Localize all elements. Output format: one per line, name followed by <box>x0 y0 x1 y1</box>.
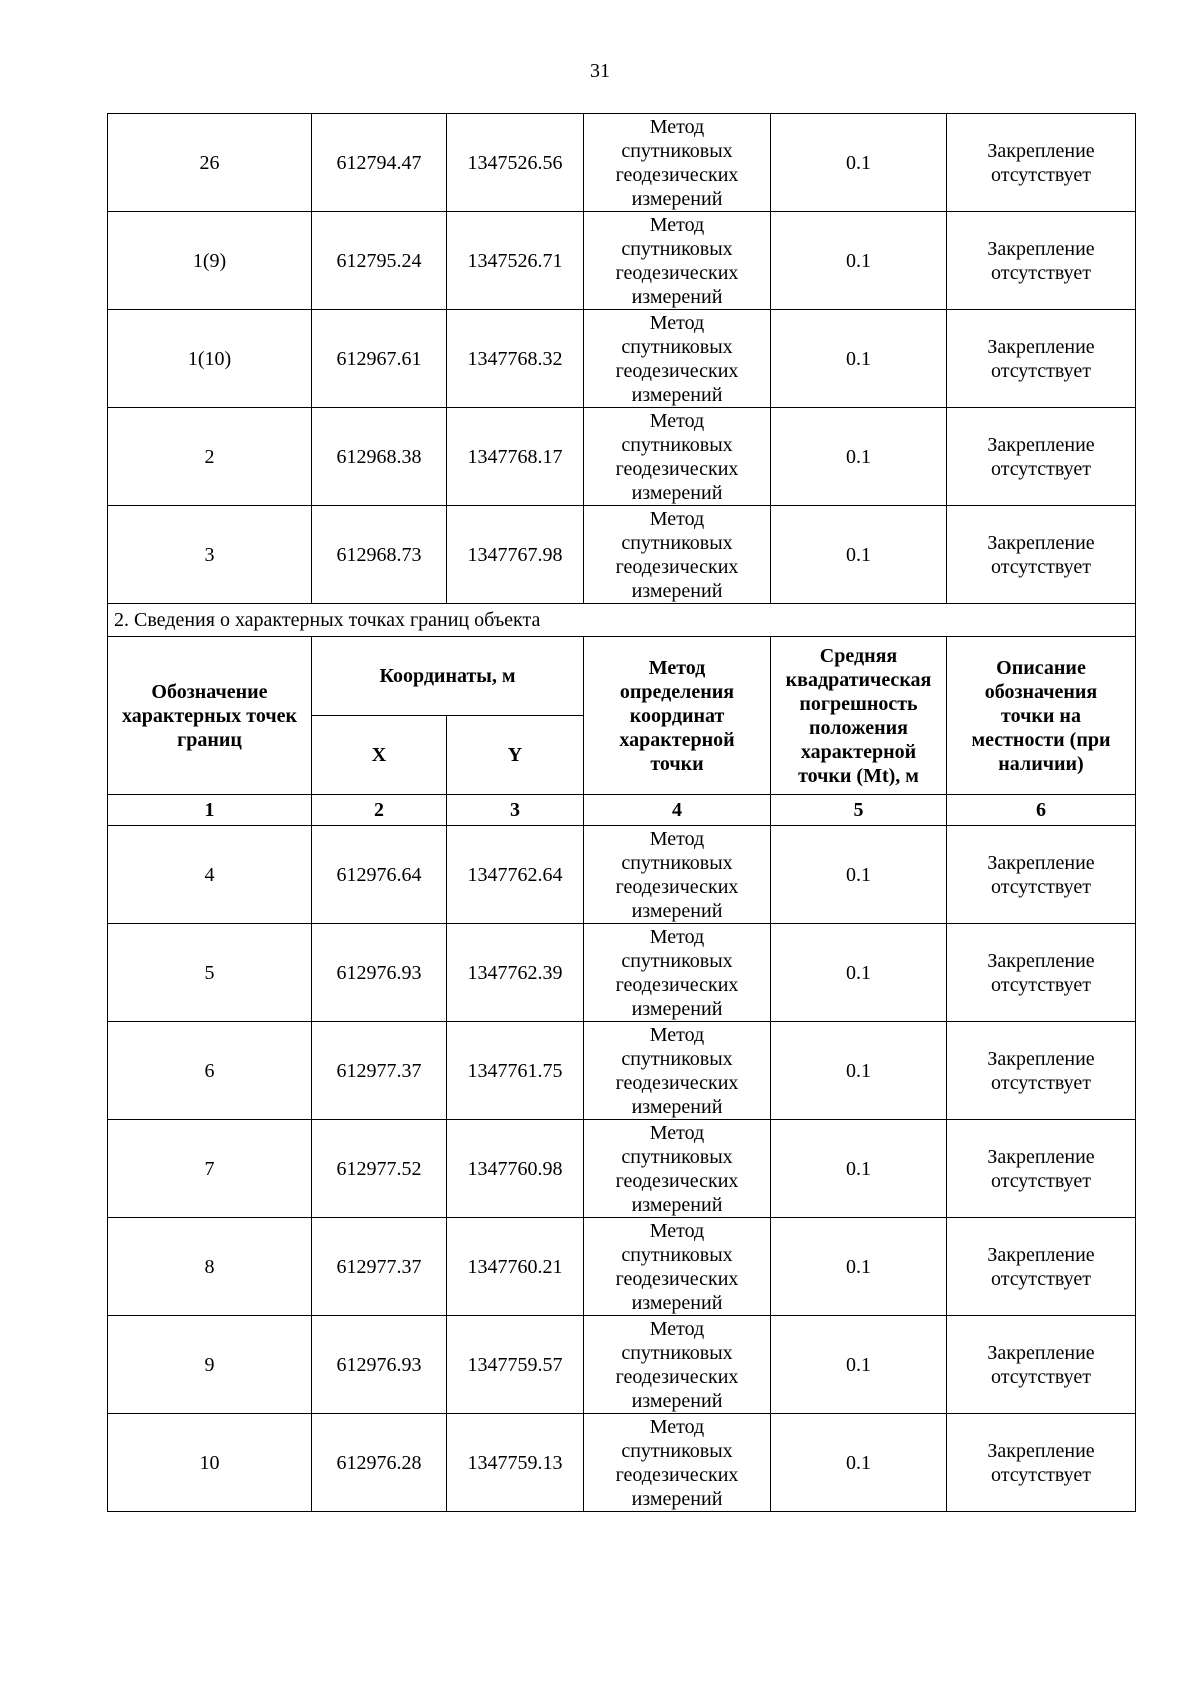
column-number: 1 <box>108 795 312 826</box>
point-cell: 2 <box>108 408 312 506</box>
x-coordinate-cell: 612977.37 <box>312 1022 447 1120</box>
description-cell: Закрепление отсутствует <box>947 408 1136 506</box>
y-coordinate-cell: 1347762.64 <box>447 826 584 924</box>
header-coords: Координаты, м <box>312 637 584 716</box>
description-cell: Закрепление отсутствует <box>947 924 1136 1022</box>
error-cell: 0.1 <box>771 212 947 310</box>
description-cell: Закрепление отсутствует <box>947 826 1136 924</box>
header-x: X <box>312 716 447 795</box>
method-cell: Метод спутниковых геодезических измерений <box>584 212 771 310</box>
x-coordinate-cell: 612795.24 <box>312 212 447 310</box>
section-title-row <box>108 604 1136 637</box>
point-cell: 4 <box>108 826 312 924</box>
x-coordinate-cell: 612967.61 <box>312 310 447 408</box>
point-cell: 3 <box>108 506 312 604</box>
description-cell: Закрепление отсутствует <box>947 1414 1136 1512</box>
table-row <box>108 408 1136 506</box>
x-coordinate-cell: 612968.38 <box>312 408 447 506</box>
method-cell: Метод спутниковых геодезических измерений <box>584 924 771 1022</box>
table-row <box>108 1414 1136 1512</box>
error-cell: 0.1 <box>771 1218 947 1316</box>
header-method: Метод определения координат характерной точки <box>584 637 771 795</box>
description-cell: Закрепление отсутствует <box>947 1022 1136 1120</box>
error-cell: 0.1 <box>771 114 947 212</box>
error-cell: 0.1 <box>771 506 947 604</box>
y-coordinate-cell: 1347760.98 <box>447 1120 584 1218</box>
description-cell: Закрепление отсутствует <box>947 1120 1136 1218</box>
table-body-bottom <box>108 826 1136 1512</box>
y-coordinate-cell: 1347759.13 <box>447 1414 584 1512</box>
point-cell: 1(9) <box>108 212 312 310</box>
column-number: 2 <box>312 795 447 826</box>
x-coordinate-cell: 612976.93 <box>312 1316 447 1414</box>
table-row <box>108 212 1136 310</box>
method-cell: Метод спутниковых геодезических измерений <box>584 1316 771 1414</box>
table-row <box>108 506 1136 604</box>
error-cell: 0.1 <box>771 408 947 506</box>
y-coordinate-cell: 1347759.57 <box>447 1316 584 1414</box>
method-cell: Метод спутниковых геодезических измерений <box>584 1414 771 1512</box>
error-cell: 0.1 <box>771 1316 947 1414</box>
description-cell: Закрепление отсутствует <box>947 1316 1136 1414</box>
description-cell: Закрепление отсутствует <box>947 212 1136 310</box>
description-cell: Закрепление отсутствует <box>947 114 1136 212</box>
table-row <box>108 924 1136 1022</box>
method-cell: Метод спутниковых геодезических измерений <box>584 826 771 924</box>
point-cell: 5 <box>108 924 312 1022</box>
y-coordinate-cell: 1347526.56 <box>447 114 584 212</box>
y-coordinate-cell: 1347760.21 <box>447 1218 584 1316</box>
y-coordinate-cell: 1347768.32 <box>447 310 584 408</box>
header-y: Y <box>447 716 584 795</box>
header-description: Описание обозначения точки на местности (при наличии) <box>947 637 1136 795</box>
table-row <box>108 1022 1136 1120</box>
x-coordinate-cell: 612977.52 <box>312 1120 447 1218</box>
error-cell: 0.1 <box>771 1120 947 1218</box>
method-cell: Метод спутниковых геодезических измерений <box>584 1022 771 1120</box>
error-cell: 0.1 <box>771 924 947 1022</box>
x-coordinate-cell: 612968.73 <box>312 506 447 604</box>
description-cell: Закрепление отсутствует <box>947 506 1136 604</box>
header-row-1 <box>108 637 1136 716</box>
error-cell: 0.1 <box>771 1022 947 1120</box>
column-number: 3 <box>447 795 584 826</box>
x-coordinate-cell: 612794.47 <box>312 114 447 212</box>
table-header-section <box>108 604 1136 826</box>
method-cell: Метод спутниковых геодезических измерений <box>584 114 771 212</box>
point-cell: 10 <box>108 1414 312 1512</box>
point-cell: 1(10) <box>108 310 312 408</box>
table-row <box>108 310 1136 408</box>
header-point: Обозначение характерных точек границ <box>108 637 312 795</box>
y-coordinate-cell: 1347762.39 <box>447 924 584 1022</box>
description-cell: Закрепление отсутствует <box>947 1218 1136 1316</box>
x-coordinate-cell: 612977.37 <box>312 1218 447 1316</box>
method-cell: Метод спутниковых геодезических измерений <box>584 506 771 604</box>
table-body-top <box>108 114 1136 604</box>
method-cell: Метод спутниковых геодезических измерений <box>584 1218 771 1316</box>
table-row <box>108 826 1136 924</box>
column-number: 4 <box>584 795 771 826</box>
table-row <box>108 1316 1136 1414</box>
x-coordinate-cell: 612976.64 <box>312 826 447 924</box>
point-cell: 8 <box>108 1218 312 1316</box>
error-cell: 0.1 <box>771 310 947 408</box>
point-cell: 9 <box>108 1316 312 1414</box>
x-coordinate-cell: 612976.93 <box>312 924 447 1022</box>
method-cell: Метод спутниковых геодезических измерений <box>584 1120 771 1218</box>
boundary-points-table <box>107 113 1136 1512</box>
column-numbers-row <box>108 795 1136 826</box>
table-row <box>108 114 1136 212</box>
y-coordinate-cell: 1347767.98 <box>447 506 584 604</box>
x-coordinate-cell: 612976.28 <box>312 1414 447 1512</box>
header-error: Средняя квадратическая погрешность положения характерной точки (Mt), м <box>771 637 947 795</box>
section-title: 2. Сведения о характерных точках границ объекта <box>108 604 1136 637</box>
column-number: 6 <box>947 795 1136 826</box>
error-cell: 0.1 <box>771 1414 947 1512</box>
table-row <box>108 1218 1136 1316</box>
y-coordinate-cell: 1347761.75 <box>447 1022 584 1120</box>
error-cell: 0.1 <box>771 826 947 924</box>
description-cell: Закрепление отсутствует <box>947 310 1136 408</box>
method-cell: Метод спутниковых геодезических измерений <box>584 310 771 408</box>
method-cell: Метод спутниковых геодезических измерений <box>584 408 771 506</box>
point-cell: 6 <box>108 1022 312 1120</box>
page-number: 31 <box>590 60 610 82</box>
y-coordinate-cell: 1347768.17 <box>447 408 584 506</box>
column-number: 5 <box>771 795 947 826</box>
point-cell: 7 <box>108 1120 312 1218</box>
y-coordinate-cell: 1347526.71 <box>447 212 584 310</box>
point-cell: 26 <box>108 114 312 212</box>
table-row <box>108 1120 1136 1218</box>
